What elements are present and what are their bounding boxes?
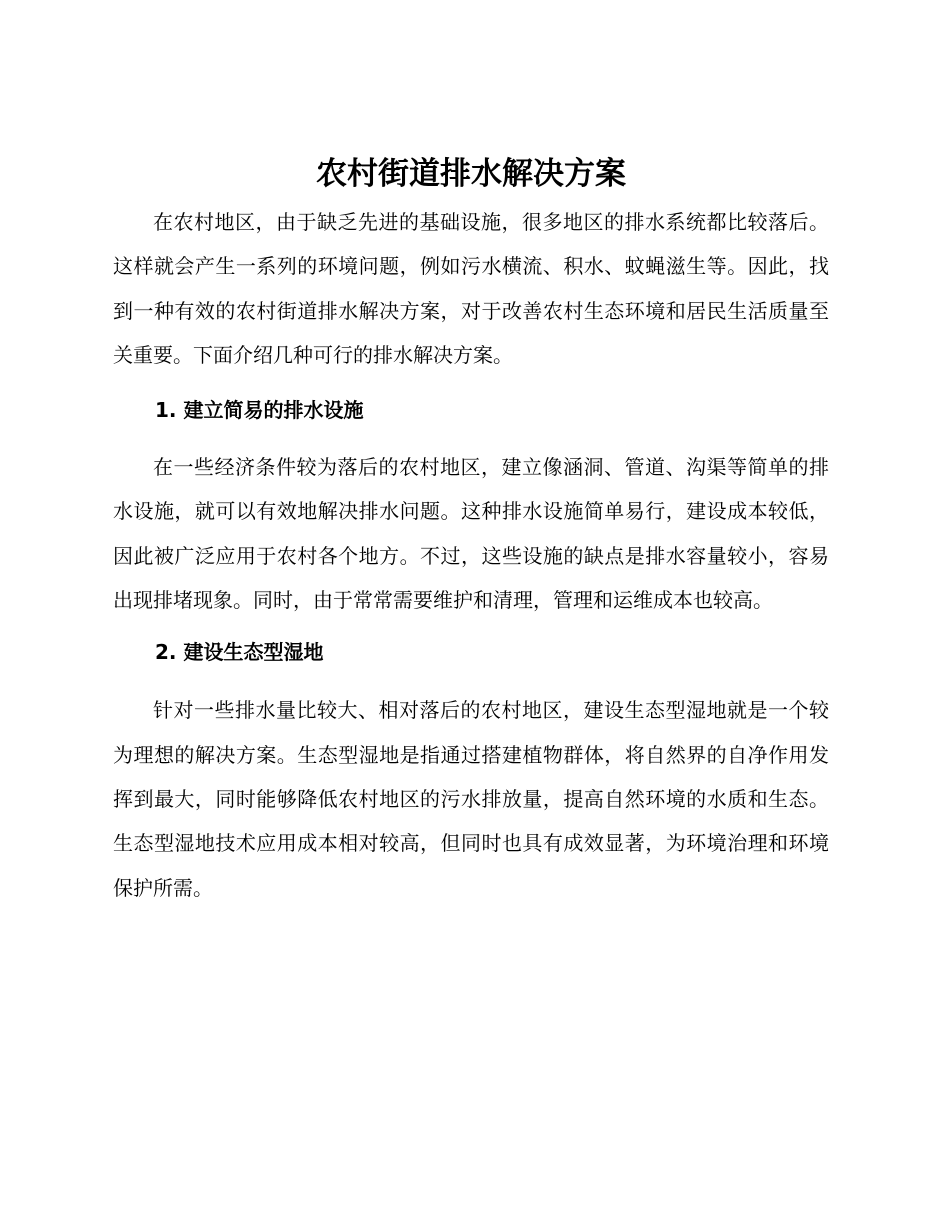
document-content xyxy=(113,148,829,910)
intro-paragraph: 在农村地区，由于缺乏先进的基础设施，很多地区的排水系统都比较落后。这样就会产生一系列的环境问题，例如污水横流、积水、蚊蝇滋生等。因此，找到一种有效的农村街道排水解决方案，对于改善农村生态环境和居民生活质量至关重要。下面介绍几种可行的排水解决方案。 xyxy=(113,210,829,367)
section-1-paragraph: 在一些经济条件较为落后的农村地区，建立像涵洞、管道、沟渠等简单的排水设施，就可以有效地解决排水问题。这种排水设施简单易行，建设成本较低，因此被广泛应用于农村各个地方。不过，这些设施的缺点是排水容量较小，容易出现排堵现象。同时，由于常常需要维护和清理，管理和运维成本也较高。 xyxy=(113,455,829,613)
section-2-heading: 2. 建设生态型湿地 xyxy=(155,640,324,665)
section-2-paragraph: 针对一些排水量比较大、相对落后的农村地区，建设生态型湿地就是一个较为理想的解决方案。生态型湿地是指通过搭建植物群体，将自然界的自净作用发挥到最大，同时能够降低农村地区的污水排放量，提高自然环境的水质和生态。生态型湿地技术应用成本相对较高，但同时也具有成效显著，为环境治理和环境保护所需。 xyxy=(113,698,829,900)
document-title: 农村街道排水解决方案 xyxy=(316,156,626,192)
section-1-heading: 1. 建立简易的排水设施 xyxy=(155,398,364,423)
